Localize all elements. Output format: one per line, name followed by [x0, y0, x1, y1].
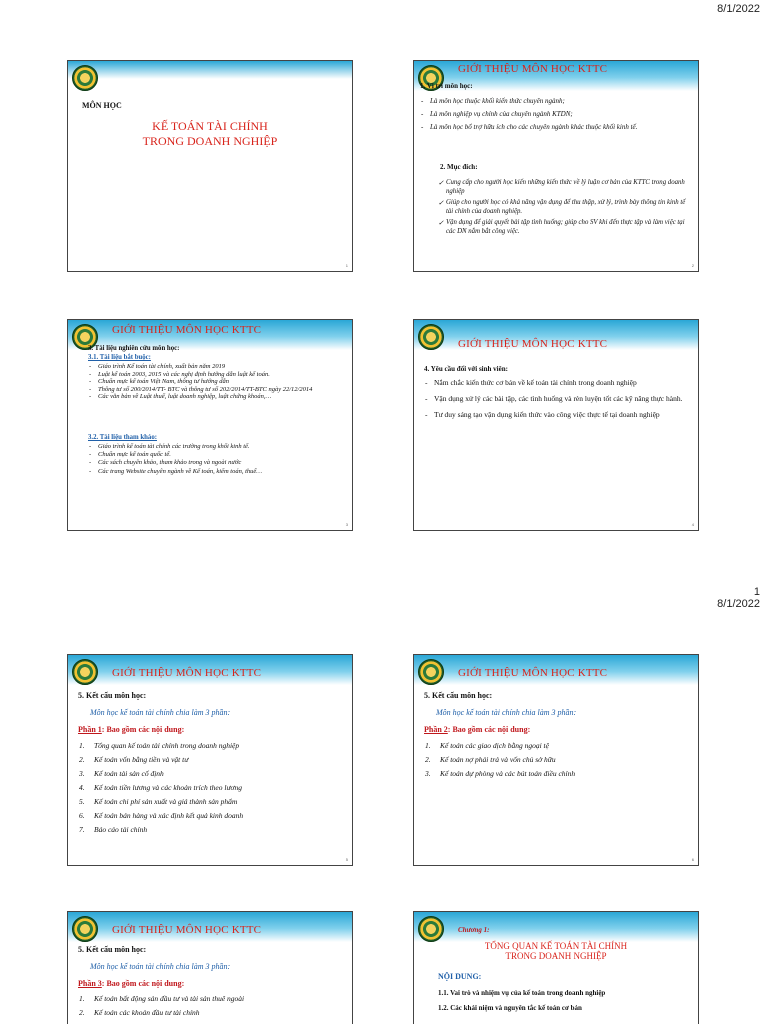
part2-list	[424, 741, 690, 778]
university-logo-icon	[418, 916, 444, 942]
list-item: Kế toán vốn bằng tiền và vật tư	[94, 755, 189, 764]
slide-title: GIỚI THIỆU MÔN HỌC KTTC	[112, 324, 262, 336]
part3-list	[78, 994, 344, 1017]
list-item: - Là môn nghiệp vụ chính của chuyên ngành KTDN;	[420, 110, 690, 119]
requirements-list	[424, 378, 690, 420]
slide-number: 5	[345, 857, 348, 862]
list-item: - Là môn học bổ trợ hữu ích cho các chuyên ngành khác thuộc khối kinh tế.	[420, 123, 690, 132]
sub-heading: 3.2. Tài liệu tham khảo:	[88, 434, 157, 441]
part1-list	[78, 741, 344, 834]
list-item: Kế toán tiền lương và các khoản trích theo lương	[94, 783, 243, 792]
slide-7	[67, 911, 353, 1024]
chapter-label: Chương 1:	[458, 926, 490, 934]
header-band	[68, 61, 352, 79]
sub-heading: Môn học kế toán tài chính chia làm 3 phần:	[436, 708, 577, 717]
slide-title: GIỚI THIỆU MÔN HỌC KTTC	[112, 924, 262, 936]
university-logo-icon	[72, 65, 98, 91]
chapter-title-line1: TỔNG QUAN KẾ TOÁN TÀI CHÍNH	[484, 941, 628, 951]
list-item: Kế toán bán hàng và xác định kết quả kinh doanh	[94, 811, 244, 820]
section-heading: 3. Tài liệu nghiên cứu môn học:	[88, 345, 180, 352]
list-item: ✓ Vận dụng để giải quyết bài tập tình huống; giúp cho SV khi đến thực tập và làm việc tại các DN nắm bắt công việc.	[438, 219, 692, 236]
course-label: MÔN HỌC	[82, 101, 122, 110]
slide-title: GIỚI THIỆU MÔN HỌC KTTC	[458, 667, 608, 679]
list-item: - Giáo trình kế toán tài chính các trường trong khối kinh tế.	[88, 443, 346, 451]
list-item: - Thông tư số 200/2014/TT- BTC và thông tư số 202/2014/TT-BTC ngày 22/12/2014	[88, 386, 346, 394]
list-item: - Nắm chắc kiến thức cơ bản về kế toán tài chính trong doanh nghiệp	[424, 378, 690, 388]
slide-number: 3	[345, 522, 348, 527]
position-list	[420, 97, 690, 132]
list-item: Báo cáo tài chính	[94, 825, 148, 834]
list-item: Kế toán bất động sản đầu tư và tài sản thuê ngoài	[94, 994, 245, 1003]
section-heading: 5. Kết cấu môn học:	[78, 945, 147, 954]
list-item: - Tư duy sáng tạo vận dụng kiến thức vào công việc thực tế tại doanh nghiệp	[424, 410, 690, 420]
page-date-mid: 8/1/2022	[717, 598, 760, 610]
list-item: Kế toán các giao dịch bằng ngoại tệ	[440, 741, 549, 750]
list-item: - Chuẩn mực kế toán quốc tế.	[88, 451, 346, 459]
course-title-line1: KẾ TOÁN TÀI CHÍNH	[152, 119, 268, 133]
list-item: Kế toán nợ phải trả và vốn chủ sở hữu	[440, 755, 556, 764]
content-label: NỘI DUNG:	[438, 972, 482, 981]
list-item: - Là môn học thuộc khối kiến thức chuyên ngành;	[420, 97, 690, 106]
list-item: - Các sách chuyên khảo, tham khảo trong và ngoài nước	[88, 459, 346, 467]
list-item: - Luật kế toán 2003, 2015 và các nghị định hướng dẫn luật kế toán.	[88, 371, 346, 379]
list-item: Tổng quan kế toán tài chính trong doanh nghiệp	[94, 741, 240, 750]
university-logo-icon	[418, 324, 444, 350]
slide-6	[413, 654, 699, 866]
slide-2	[413, 60, 699, 272]
list-item: 1.1. Vai trò và nhiệm vụ của kế toán trong doanh nghiệp	[438, 989, 606, 997]
slide-5	[67, 654, 353, 866]
list-item: ✓ Cung cấp cho người học kiến những kiến thức về lý luận cơ bản của KTTC trong doanh nghiệp	[438, 179, 692, 196]
list-item: - Vận dụng xử lý các bài tập, các tình huống và rèn luyện tốt các kỹ năng thực hành.	[424, 394, 690, 404]
required-docs-list	[88, 363, 346, 401]
list-item: Kế toán các khoản đầu tư tài chính	[94, 1008, 200, 1017]
page-date-top: 8/1/2022	[717, 3, 760, 15]
university-logo-icon	[72, 659, 98, 685]
list-item: - Các văn bản về Luật thuế, luật doanh nghiệp, luật chứng khoán,…	[88, 393, 346, 401]
slide-title: GIỚI THIỆU MÔN HỌC KTTC	[112, 667, 262, 679]
section-heading: 4. Yêu cầu đối với sinh viên:	[424, 365, 508, 373]
list-item: - Giáo trình Kế toán tài chính, xuất bản năm 2019	[88, 363, 346, 371]
slide-number: 6	[691, 857, 694, 862]
sub-heading: 3.1. Tài liệu bắt buộc:	[88, 354, 151, 361]
sub-heading: Môn học kế toán tài chính chia làm 3 phần:	[90, 962, 231, 971]
slide-number: 4	[691, 522, 694, 527]
section-heading: 5. Kết cấu môn học:	[78, 691, 147, 700]
slide-number: 2	[691, 263, 694, 268]
list-item: - Chuẩn mực kế toán Việt Nam, thông tư hướng dẫn	[88, 378, 346, 386]
part-label: Phần 1	[78, 725, 102, 734]
list-item: Kế toán tài sản cố định	[94, 769, 164, 778]
list-item: - Các trang Website chuyên ngành về Kế toán, kiểm toán, thuế…	[88, 468, 346, 476]
list-item: ✓ Giúp cho người học có khả năng vận dụng để thu thập, xử lý, trình bày thông tin kinh tế tài chính của doanh nghiệp.	[438, 199, 692, 216]
university-logo-icon	[418, 659, 444, 685]
part-text: : Bao gồm các nội dung:	[101, 979, 185, 988]
list-item: Kế toán chi phí sản xuất và giá thành sản phẩm	[94, 797, 238, 806]
slide-title: GIỚI THIỆU MÔN HỌC KTTC	[458, 338, 608, 350]
slide-4	[413, 319, 699, 531]
list-item: Kế toán dự phòng và các bút toán điều chỉnh	[440, 769, 576, 778]
part-label: Phần 3	[78, 979, 102, 988]
slide-1	[67, 60, 353, 272]
sub-heading: Môn học kế toán tài chính chia làm 3 phần:	[90, 708, 231, 717]
purpose-list	[438, 179, 692, 237]
reference-docs-list	[88, 443, 346, 476]
page-number: 1	[753, 586, 760, 598]
course-title-line2: TRONG DOANH NGHIỆP	[142, 134, 278, 148]
slide-number: 1	[345, 263, 348, 268]
slide-8	[413, 911, 699, 1024]
part-text: : Bao gồm các nội dung:	[101, 725, 185, 734]
part-label: Phần 2	[424, 725, 448, 734]
university-logo-icon	[72, 916, 98, 942]
part-text: : Bao gồm các nội dung:	[447, 725, 531, 734]
slide-title: GIỚI THIỆU MÔN HỌC KTTC	[458, 63, 608, 75]
chapter-title-line2: TRONG DOANH NGHIỆP	[505, 951, 607, 961]
section-heading: 2. Mục đích:	[440, 163, 478, 171]
slide-3	[67, 319, 353, 531]
section-heading: 1. Vị trí môn học:	[420, 82, 473, 90]
list-item: 1.2. Các khái niệm và nguyên tắc kế toán cơ bản	[438, 1004, 582, 1012]
section-heading: 5. Kết cấu môn học:	[424, 691, 493, 700]
